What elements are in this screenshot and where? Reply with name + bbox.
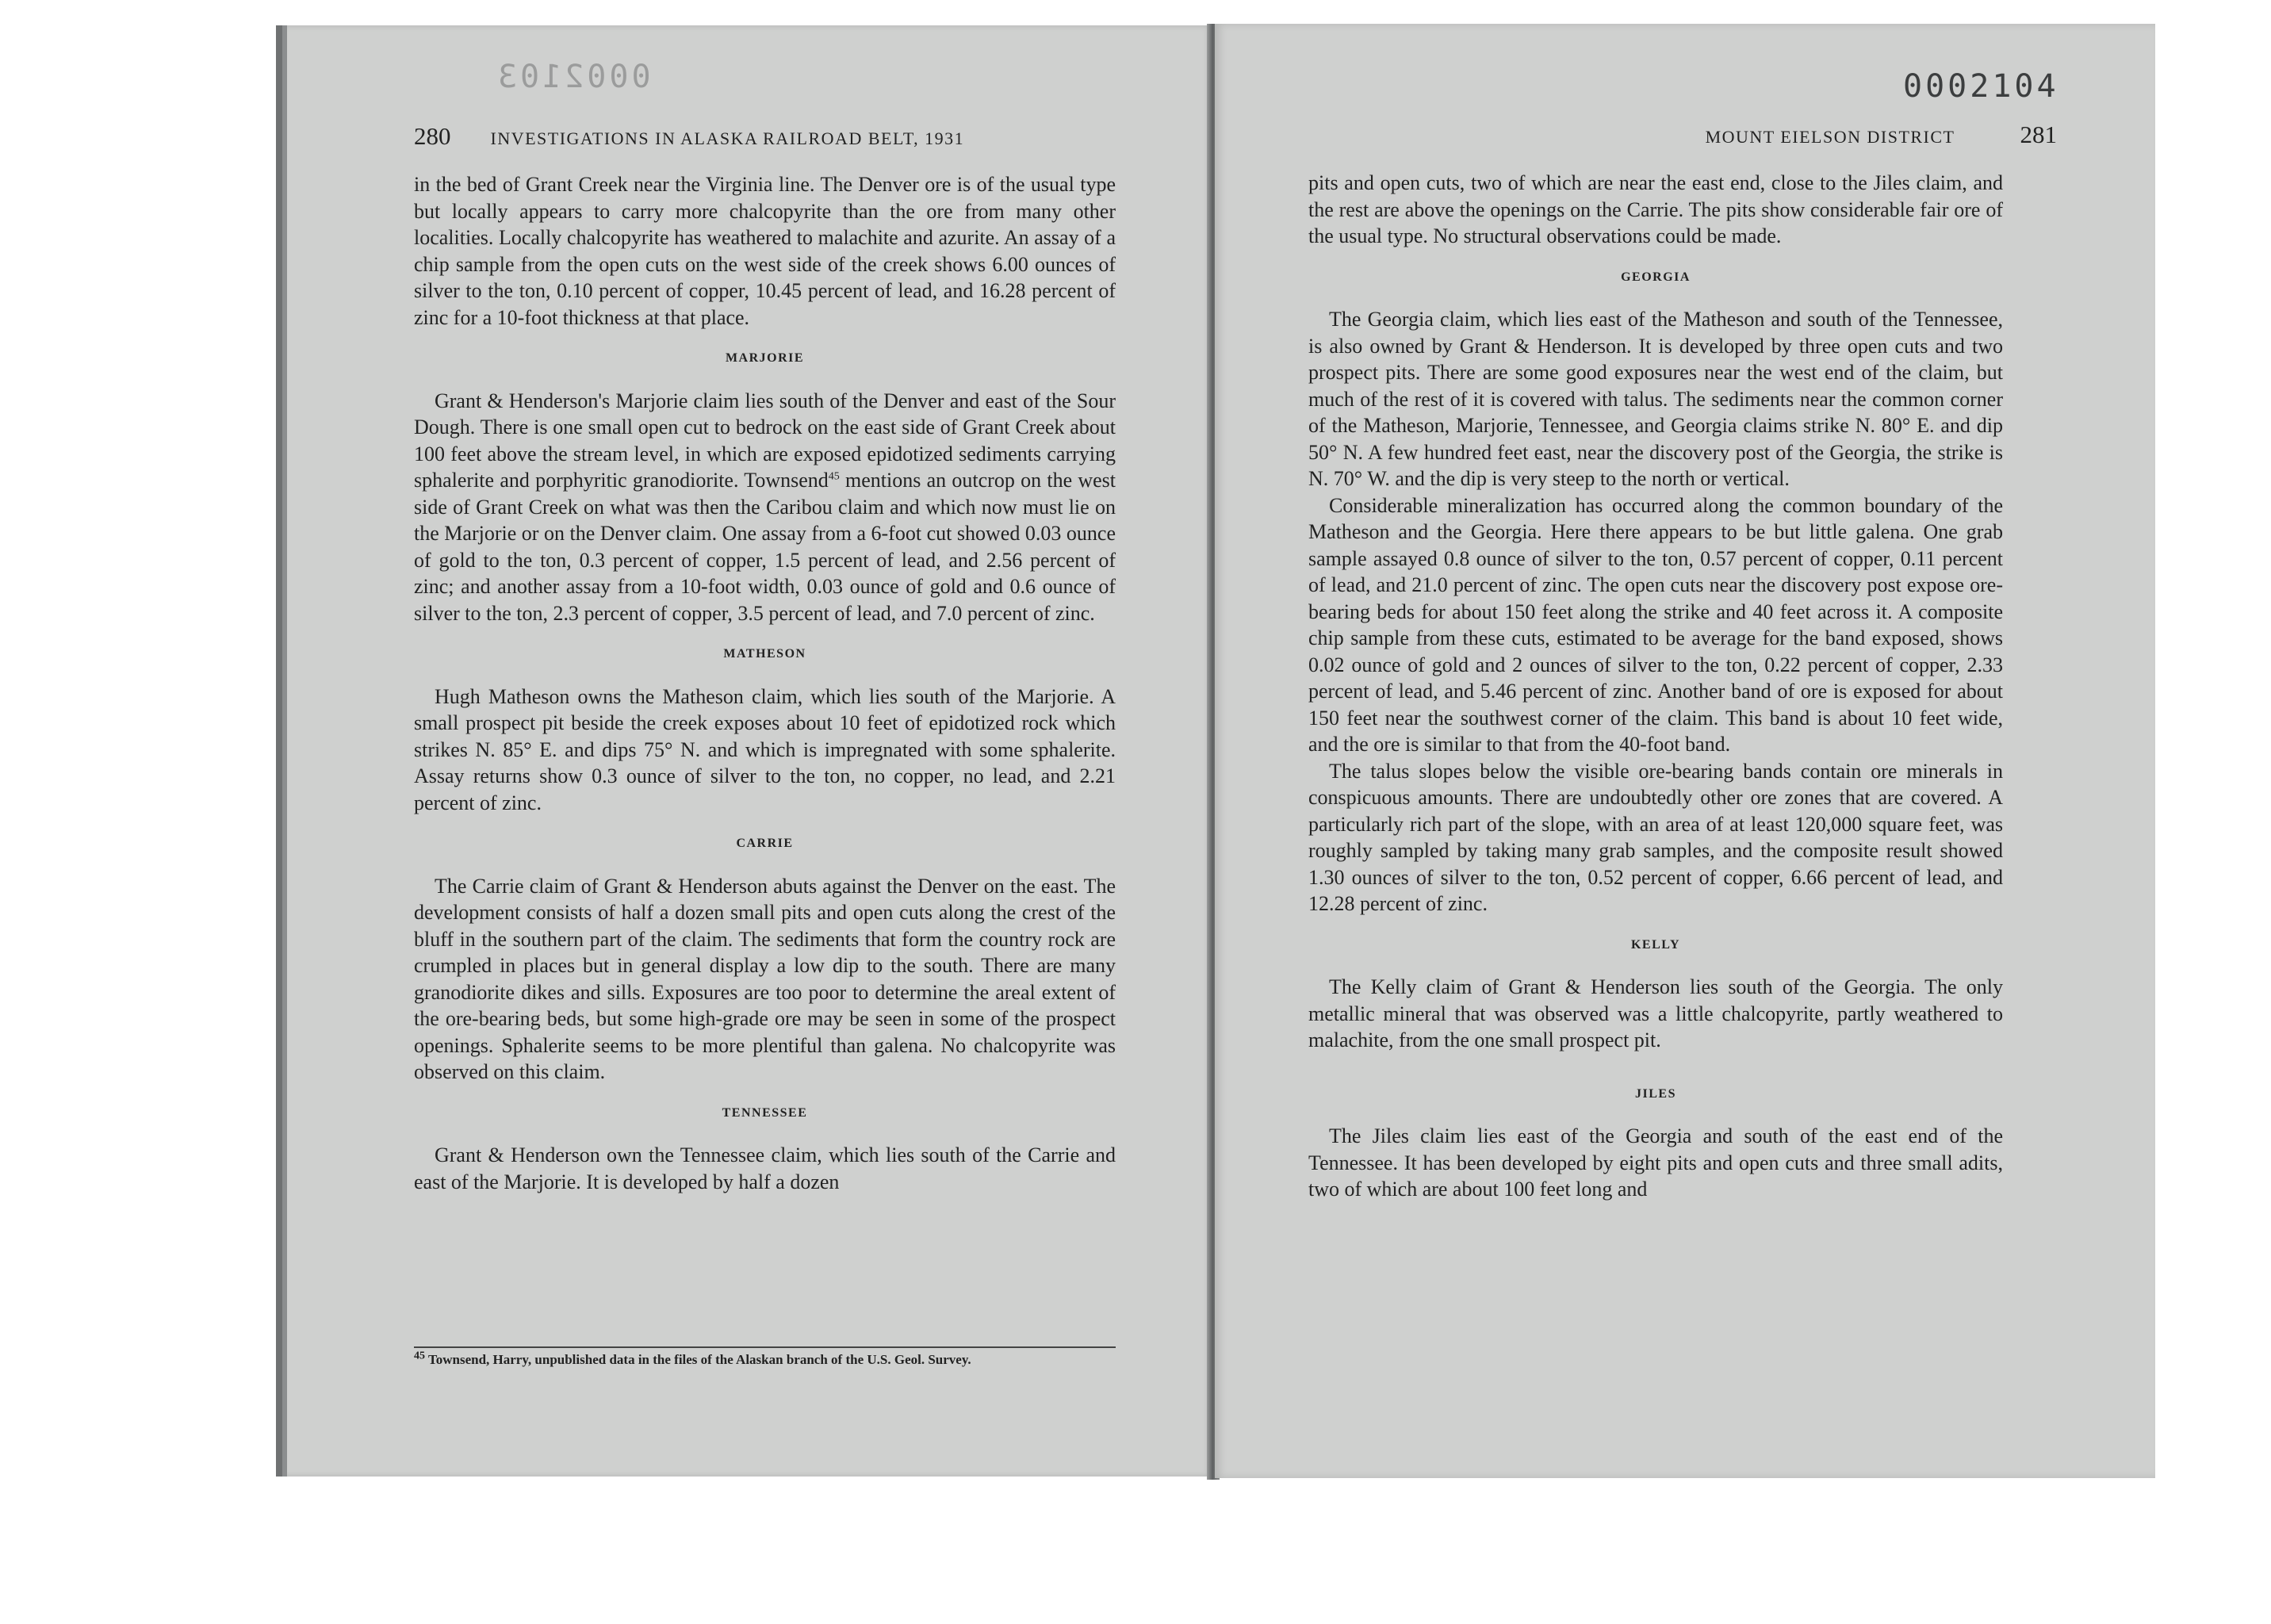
paragraph: The Kelly claim of Grant & Henderson lies south of the Georgia. The only metallic mineral that was observed was a little chalcopyrite, partly weathered to malachite, from the one small prospect pit. <box>1308 975 2003 1051</box>
paragraph: Grant & Henderson own the Tennessee claim, which lies south of the Carrie and east of the Marjorie. It is developed by half a dozen <box>414 1143 1116 1193</box>
paragraph: The Georgia claim, which lies east of the Matheson and south of the Tennessee, is also owned by Grant & Henderson. It is developed by three open cuts and two prospect pits. There are some good exposures near the west end of the claim, but much of the rest of it is covered with talus. The sediments near the common corner of the Matheson, Marjorie, Tennessee, and Georgia claims strike N. 80° E. and dip 50° N. A few hundred feet east, near the discovery post of the Georgia, the strike is N. 70° W. and the dip is very steep to the north or vertical. <box>1308 308 2003 490</box>
right-page <box>1215 24 2155 1478</box>
left-running-head <box>414 122 1126 154</box>
left-page-number: 280 <box>414 122 451 150</box>
paragraph: Hugh Matheson owns the Matheson claim, which lies south of the Marjorie. A small prospect pit beside the creek exposes about 10 feet of epidotized rock which strikes N. 85° E. and dips 75° N. and which is impregnated with some sphalerite. Assay returns show 0.3 ounce of silver to the ton, no copper, no lead, and 2.21 percent of zinc. <box>414 684 1116 814</box>
right-page-body <box>1308 170 2003 1203</box>
paragraph: pits and open cuts, two of which are near the east end, close to the Jiles claim, and the rest are above the openings on the Carrie. The pits show considerable fair ore of the usual type. No structural observations could be made. <box>1308 171 2003 247</box>
paragraph <box>414 388 1116 627</box>
section-heading-kelly: KELLY <box>1630 937 1681 952</box>
section-heading-matheson: MATHESON <box>723 647 806 661</box>
right-page-number: 281 <box>2020 121 2057 148</box>
paragraph: The talus slopes below the visible ore-bearing bands contain ore minerals in conspicuous amounts. There are undoubtedly other ore zones that are covered. A particularly rich part of the slope, with an area of at least 120,000 square feet, was roughly sampled by taking many grab samples, and the composite result showed 1.30 ounces of silver to the ton, 0.52 percent of copper, 6.66 percent of lead, and 12.28 percent of zinc. <box>1308 759 2003 915</box>
footnote-reference: 45 <box>828 470 840 483</box>
section-heading-tennessee: TENNESSEE <box>722 1105 808 1120</box>
paragraph: in the bed of Grant Creek near the Virginia line. The Denver ore is of the usual type but locally appears to carry more chalcopyrite than the ore from many other localities. Locally chalcopyrite has weathered to malachite and azurite. An assay of a chip sample from the open cuts on the west side of the creek shows 6.00 ounces of silver to the ton, 0.10 percent of copper, 10.45 percent of lead, and 16.28 percent of zinc for a 10-foot thickness at that place. <box>414 173 1116 329</box>
paragraph: The Jiles claim lies east of the Georgia and south of the east end of the Tennessee. It has been developed by eight pits and open cuts and three small adits, two of which are about 100 feet long and <box>1308 1124 2003 1201</box>
left-page <box>276 25 1212 1477</box>
section-heading-marjorie: MARJORIE <box>725 351 805 365</box>
section-heading-georgia: GEORGIA <box>1621 270 1691 284</box>
footnote-text: Townsend, Harry, unpublished data in the files of the Alaskan branch of the U.S. Geol. Survey. <box>427 1352 971 1367</box>
paragraph: Considerable mineralization has occurred along the common boundary of the Matheson and the Georgia. Here there appears to be but little galena. One grab sample assayed 0.8 ounce of silver to the ton, 0.57 percent of copper, 0.11 percent of lead, and 21.0 percent of zinc. The open cuts near the discovery post expose ore-bearing beds for about 150 feet along the strike and 40 feet across it. A composite chip sample from these cuts, estimated to be average for the band exposed, shows 0.02 ounce of gold and 2 ounces of silver to the ton, 0.22 percent of copper, 2.33 percent of lead, and 5.46 percent of zinc. Another band of ore is exposed for about 150 feet near the southwest corner of the claim. This band is about 10 feet wide, and the ore is similar to that from the 40-foot band. <box>1308 493 2003 756</box>
right-page-stamp: 0002104 <box>1903 68 2059 105</box>
paragraph: The Carrie claim of Grant & Henderson abuts against the Denver on the east. The development consists of half a dozen small pits and open cuts along the crest of the bluff in the southern part of the claim. The sediments that form the country rock are crumpled in places but in general display a low dip to the south. There are many granodiorite dikes and sills. Exposures are too poor to determine the areal extent of the ore-bearing beds, but some high-grade ore may be seen in some of the prospect openings. Sphalerite seems to be more plentiful than galena. No chalcopyrite was observed on this claim. <box>414 874 1116 1083</box>
footnote <box>414 1346 1116 1369</box>
right-running-head <box>1564 121 2057 152</box>
paragraph-text: mentions an outcrop on the west side of Grant Creek on what was then the Caribou claim and which now must lie on the Marjorie or on the Denver claim. One assay from a 6-foot cut showed 0.03 ounce of gold to the ton, 0.3 percent of copper, 1.5 percent of lead, and 2.56 percent of zinc; and another assay from a 10-foot width, 0.03 ounce of gold and 0.6 ounce of silver to the ton, 2.3 percent of copper, 3.5 percent of lead, and 7.0 percent of zinc. <box>414 469 1116 625</box>
paragraph-text: Grant & Henderson's Marjorie claim lies south of the Denver and east of the Sour Dough. There is one small open cut to bedrock on the east side of Grant Creek about 100 feet above the stream level, in which are exposed epidotized sediments carrying sphalerite and porphyritic granodiorite. Townsend <box>414 389 1116 492</box>
footnote-marker: 45 <box>414 1350 425 1362</box>
left-page-body <box>414 171 1116 1195</box>
section-heading-jiles: JILES <box>1635 1086 1676 1101</box>
left-page-stamp-bleedthrough: 0002103 <box>495 59 651 95</box>
section-heading-carrie: CARRIE <box>736 837 794 850</box>
right-running-title: MOUNT EIELSON DISTRICT <box>1705 127 1955 147</box>
left-running-title: INVESTIGATIONS IN ALASKA RAILROAD BELT, 1931 <box>490 128 965 148</box>
